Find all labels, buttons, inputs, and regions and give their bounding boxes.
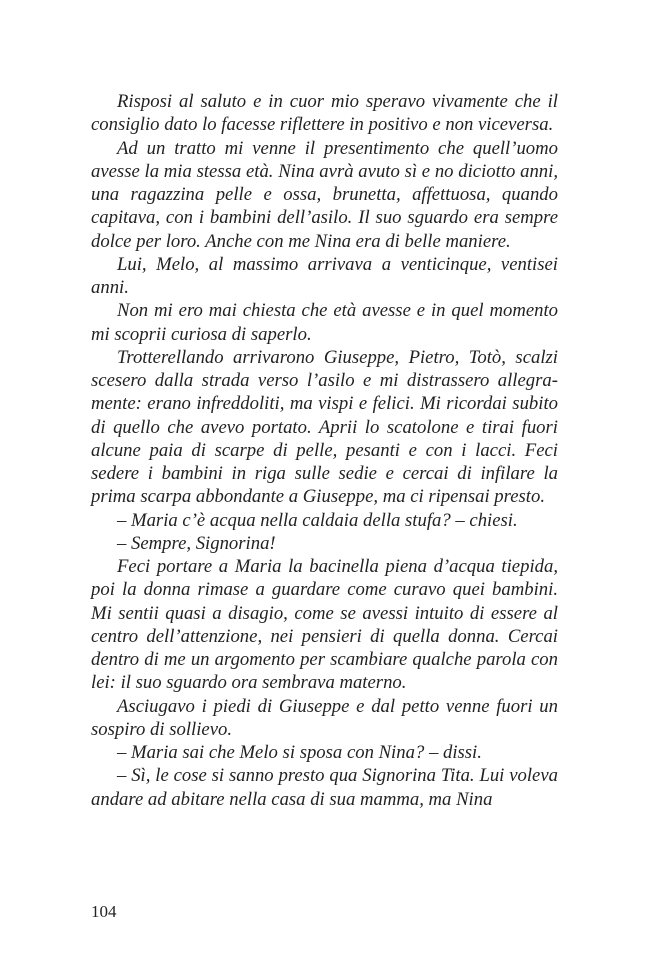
paragraph: Feci portare a Maria la bacinella piena d’acqua tiepida, poi la donna rimase a guardare come curavo quei bambini. Mi sentii quasi a disagio, come se avessi intuito di essere al centro dell’attenzione, nei pensieri di quella donna. Cercai dentro di me un argomento per scambiare qualche parola con lei: il suo sguardo ora sembrava materno. — [91, 556, 558, 694]
paragraph: Ad un tratto mi venne il presentimento che quell’uomo avesse la mia stessa età. Nina avrà avuto sì e no diciotto anni, una ragazzina pelle e ossa, brunetta, affettuosa, quando capitava, con i bambini dell’asilo. Il suo sguardo era sempre dolce per loro. Anche con me Nina era di belle maniere. — [91, 137, 558, 252]
paragraph: Lui, Melo, al massimo arrivava a venticinque, ventisei anni. — [91, 253, 558, 298]
dialogue-line: – Maria sai che Melo si sposa con Nina? – dissi. — [117, 742, 482, 763]
paragraph: Risposi al saluto e in cuor mio speravo vivamente che il consiglio dato lo facesse riflettere in positivo e non viceversa. — [91, 91, 558, 136]
dialogue-line: – Maria c’è acqua nella caldaia della stufa? – chiesi. — [117, 509, 518, 531]
paragraph: Non mi ero mai chiesta che età avesse e in quel momento mi scoprii curiosa di saperlo. — [91, 300, 558, 345]
body-text — [91, 90, 558, 811]
page-number: 104 — [91, 902, 117, 921]
dialogue-line: – Sì, le cose si sanno presto qua Signorina Tita. Lui voleva andare ad abitare nella casa di sua mamma, ma Nina — [91, 765, 558, 810]
paragraph: Trotterellando arrivarono Giuseppe, Pietro, Totò, scalzi scesero dalla strada verso l’asilo e mi distrassero allegramente: erano infreddoliti, ma vispi e felici. Mi ricordai subito di quello che avevo portato. Aprii lo scatolone e tirai fuori alcune paia di scarpe di pelle, pesanti e con i lacci. Feci sedere i bambini in riga sulle sedie e cercai di infilare la prima scarpa abbondante a Giuseppe, ma ci ripensai presto. — [91, 346, 558, 508]
paragraph: Asciugavo i piedi di Giuseppe e dal petto venne fuori un sospiro di sollievo. — [91, 695, 558, 740]
dialogue-line: – Sempre, Signorina! — [117, 532, 276, 554]
